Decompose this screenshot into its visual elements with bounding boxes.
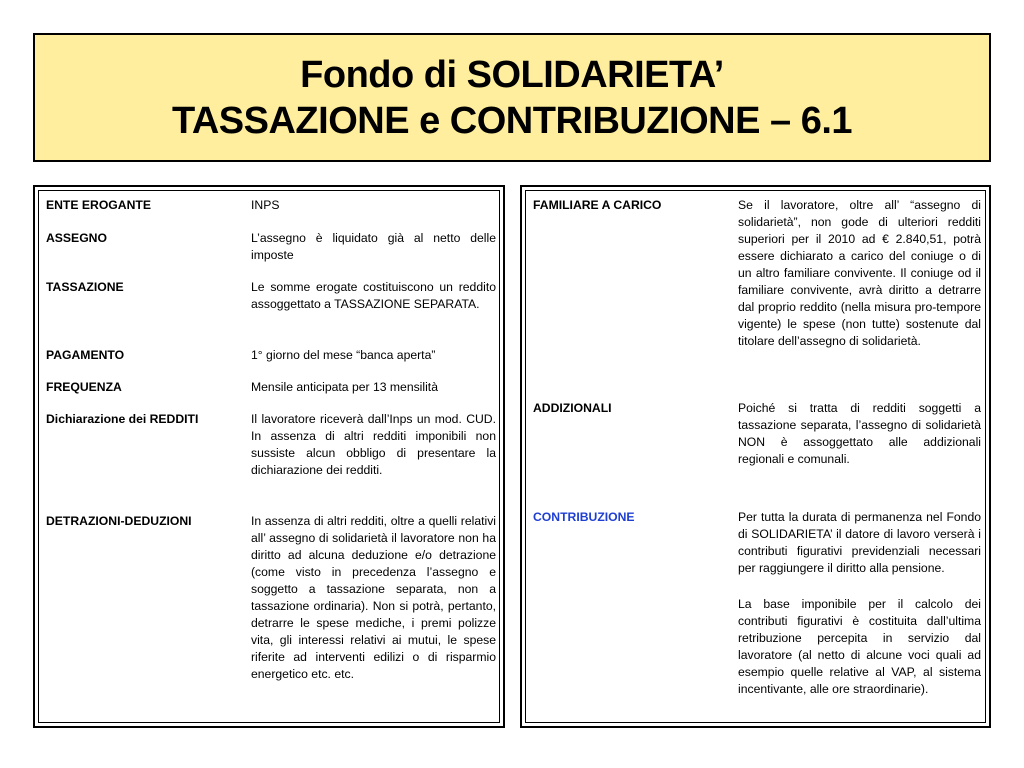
assegno-label: ASSEGNO xyxy=(46,231,107,245)
familiare-a-carico-label: FAMILIARE A CARICO xyxy=(533,198,662,212)
addizionali-value: Poiché si tratta di redditi soggetti a tassazione separata, l’assegno di solidarietà NON è assoggettato alle addizionali regionali e comunali. xyxy=(738,401,981,466)
contribuzione-value: Per tutta la durata di permanenza nel Fondo di SOLIDARIETA’ il datore di lavoro verserà i contributi figurativi previdenziali necessari per raggiungere il diritto alla pensione. xyxy=(738,510,981,575)
right-info-panel xyxy=(520,185,991,728)
base-imponibile-value: La base imponibile per il calcolo dei contributi figurativi è costituita dall’ultima retribuzione percepita in servizio dal lavoratore (al netto di alcune voci quali ad esempio quelle relative al VAP, al sistema incentivante, alle ore straordinarie). xyxy=(738,597,981,696)
pagamento-value: 1° giorno del mese “banca aperta” xyxy=(251,348,436,362)
tassazione-value: Le somme erogate costituiscono un reddito assoggettato a TASSAZIONE SEPARATA. xyxy=(251,280,496,311)
frequenza-label: FREQUENZA xyxy=(46,380,122,394)
slide-title-line-2: TASSAZIONE e CONTRIBUZIONE – 6.1 xyxy=(171,99,853,142)
left-info-panel xyxy=(33,185,505,728)
tassazione-label: TASSAZIONE xyxy=(46,280,124,294)
left-panel-inner xyxy=(38,190,500,723)
assegno-value: L’assegno è liquidato già al netto delle imposte xyxy=(251,231,496,262)
pagamento-label: PAGAMENTO xyxy=(46,348,125,362)
familiare-a-carico-value: Se il lavoratore, oltre all’ “assegno di solidarietà”, non gode di ulteriori redditi superiori per il 2010 ad € 2.840,51, potrà essere dichiarato a carico del coniuge o di un altro familiare convivente. Il coniuge od il familiare convivente, avrà diritto a detrarre dal proprio reddito (nella misura pro-tempore vigente) le spese (non tutte) sostenute dal titolare dell’assegno di solidarietà. xyxy=(738,198,981,348)
ente-erogante-value: INPS xyxy=(251,198,280,212)
right-panel-inner xyxy=(525,190,986,723)
detrazioni-deduzioni-label: DETRAZIONI-DEDUZIONI xyxy=(46,514,192,528)
detrazioni-deduzioni-value: In assenza di altri redditi, oltre a quelli relativi all’ assegno di solidarietà il lavoratore non ha diritto ad alcuna deduzione e/o detrazione (come visto in precedenza l’assegno e soggetto a tassazione separata, non a tassazione ordinaria). Non si potrà, pertanto, detrarre le spese mediche, i premi polizze vita, gli interessi relativi ai mutui, le spese riferite ad interventi edilizi o di risparmio energetico etc. etc. xyxy=(251,514,496,681)
ente-erogante-label: ENTE EROGANTE xyxy=(46,198,151,212)
dichiarazione-redditi-value: Il lavoratore riceverà dall’Inps un mod. CUD. In assenza di altri redditi imponibili non sussiste alcun obbligo di presentare la dichiarazione dei redditi. xyxy=(251,412,496,477)
slide-title-box xyxy=(33,33,991,162)
frequenza-value: Mensile anticipata per 13 mensilità xyxy=(251,380,438,394)
slide-title-line-1: Fondo di SOLIDARIETA’ xyxy=(300,53,724,96)
dichiarazione-redditi-label: Dichiarazione dei REDDITI xyxy=(46,412,199,426)
addizionali-label: ADDIZIONALI xyxy=(533,401,612,415)
contribuzione-label: CONTRIBUZIONE xyxy=(533,510,635,524)
